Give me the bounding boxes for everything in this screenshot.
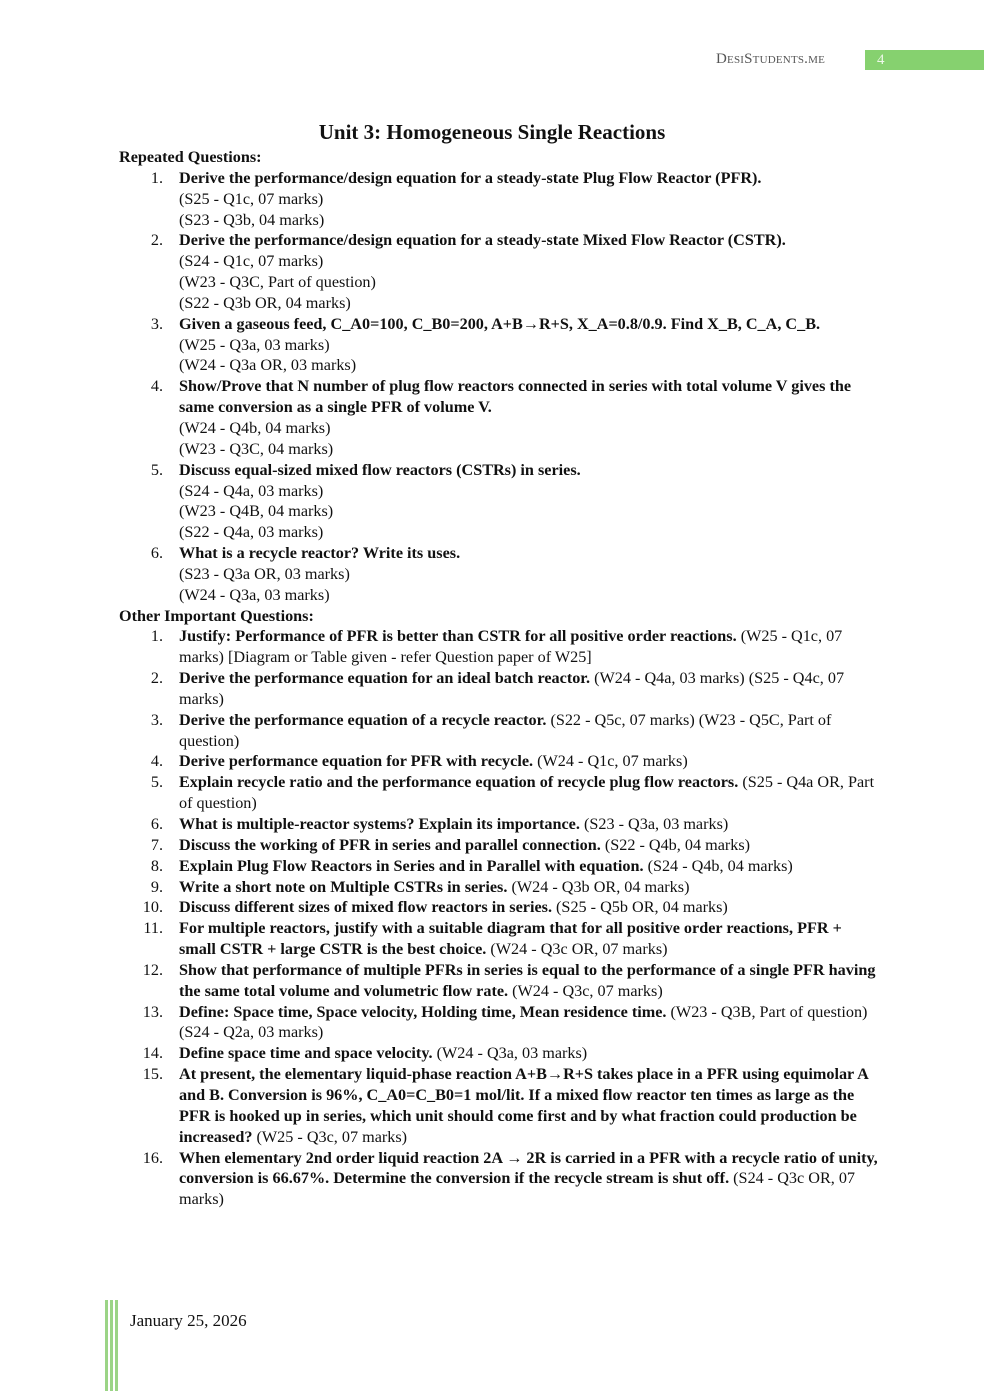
item-number: 3.: [150, 314, 163, 333]
list-item: [119, 856, 879, 877]
question-text: Derive the performance/design equation for a steady-state Plug Flow Reactor (PFR).: [179, 168, 762, 187]
page-title: Unit 3: Homogeneous Single Reactions: [318, 120, 666, 144]
list-item: [119, 314, 879, 377]
question-text: Define: Space time, Space velocity, Holding time, Mean residence time.: [179, 1002, 667, 1021]
question-text: When elementary 2nd order liquid reaction 2A → 2R is carried in a PFR with a recycle ratio of unity, conversion is 66.67%. Determine the conversion if the recycle stream is shut off.: [179, 1148, 878, 1188]
question-text: Given a gaseous feed, C_A0=100, C_B0=200, A+B→R+S, X_A=0.8/0.9. Find X_B, C_A, C_B.: [179, 314, 821, 333]
list-item: [119, 897, 879, 918]
reference: (W23 - Q3B, Part of question) (S24 - Q2a, 03 marks): [179, 1002, 868, 1042]
question-text: Derive the performance equation for an ideal batch reactor.: [179, 669, 591, 688]
question-text: Show/Prove that N number of plug flow reactors connected in series with total volume V gives the same conversion as a single PFR of volume V.: [179, 377, 852, 417]
question-text: For multiple reactors, justify with a suitable diagram that for all positive order reactions, PFR + small CSTR + large CSTR is the best choice.: [179, 919, 842, 959]
question-text: Derive the performance equation of a recycle reactor.: [179, 710, 547, 729]
repeated-questions-heading: Repeated Questions:: [119, 148, 262, 166]
document-body: [119, 147, 879, 1210]
question-text: At present, the elementary liquid-phase reaction A+B→R+S takes place in a PFR using equimolar A and B. Conversion is 96%, C_A0=C_B0=1 mol/lit. If a mixed flow reactor ten times as large as the PFR is hooked up in series, which unit should come first and by what fraction could production be increased?: [179, 1065, 868, 1146]
reference: (W24 - Q3a OR, 03 marks): [179, 356, 357, 375]
item-number: 3.: [150, 710, 163, 729]
list-item: [119, 960, 879, 1002]
accent-bar: [105, 1300, 108, 1391]
reference: (S23 - Q3b, 04 marks): [179, 210, 325, 229]
item-number: 13.: [142, 1002, 163, 1021]
item-number: 1.: [150, 168, 163, 187]
list-item: [119, 626, 879, 668]
reference: (W24 - Q3a, 03 marks): [179, 585, 330, 604]
list-item: [119, 814, 879, 835]
reference: (W24 - Q1c, 07 marks): [533, 752, 688, 771]
repeated-questions-list: [119, 168, 879, 606]
question-text: Explain recycle ratio and the performance equation of recycle plug flow reactors.: [179, 773, 739, 792]
reference: (S23 - Q3a OR, 03 marks): [179, 564, 350, 583]
reference: (S25 - Q4a OR, Part of question): [179, 773, 875, 813]
item-number: 2.: [150, 231, 163, 250]
list-item: [119, 751, 879, 772]
list-item: [119, 877, 879, 898]
list-item: [119, 1043, 879, 1064]
question-text: Write a short note on Multiple CSTRs in series.: [179, 877, 508, 896]
list-item: [119, 230, 879, 313]
item-number: 6.: [150, 544, 163, 563]
reference: (W24 - Q3b OR, 04 marks): [507, 877, 690, 896]
item-number: 1.: [150, 627, 163, 646]
question-text: What is multiple-reactor systems? Explain its importance.: [179, 815, 580, 833]
accent-bar: [110, 1300, 113, 1391]
reference: (S24 - Q3c OR, 07 marks): [179, 1169, 856, 1209]
reference: (W25 - Q1c, 07 marks) [Diagram or Table given - refer Question paper of W25]: [179, 627, 843, 667]
list-item: [119, 1064, 879, 1147]
reference: (W23 - Q4B, 04 marks): [179, 502, 334, 521]
reference: (W25 - Q3a, 03 marks): [179, 335, 330, 354]
list-item: [119, 1148, 879, 1211]
question-text: Define space time and space velocity.: [179, 1044, 433, 1063]
question-text: Explain Plug Flow Reactors in Series and in Parallel with equation.: [179, 856, 644, 875]
list-item: [119, 710, 879, 752]
question-text: Discuss the working of PFR in series and parallel connection.: [179, 835, 601, 854]
other-questions-list: [119, 626, 879, 1210]
item-number: 6.: [150, 815, 163, 833]
reference: (S24 - Q4a, 03 marks): [179, 481, 324, 500]
accent-bar: [115, 1300, 118, 1391]
item-number: 12.: [142, 960, 163, 979]
item-number: 9.: [150, 877, 163, 896]
item-number: 16.: [142, 1148, 163, 1167]
list-item: [119, 835, 879, 856]
question-text: Discuss different sizes of mixed flow reactors in series.: [179, 898, 552, 917]
reference: (W23 - Q3C, Part of question): [179, 273, 376, 292]
list-item: [119, 543, 879, 606]
question-text: What is a recycle reactor? Write its uses.: [179, 544, 461, 563]
item-number: 11.: [143, 919, 163, 938]
reference: (W23 - Q3C, 04 marks): [179, 439, 334, 458]
item-number: 2.: [150, 669, 163, 688]
question-text: Derive performance equation for PFR with recycle.: [179, 752, 534, 771]
list-item: [119, 1002, 879, 1044]
reference: (S23 - Q3a, 03 marks): [579, 815, 729, 833]
reference: (S22 - Q3b OR, 04 marks): [179, 293, 351, 312]
reference: (S25 - Q1c, 07 marks): [179, 189, 324, 208]
item-number: 5.: [150, 773, 163, 792]
item-number: 4.: [150, 752, 163, 771]
reference: (S25 - Q5b OR, 04 marks): [552, 898, 728, 917]
question-text: Show that performance of multiple PFRs in series is equal to the performance of a single PFR having the same total volume and volumetric flow rate.: [179, 960, 876, 1000]
item-number: 7.: [150, 835, 163, 854]
question-text: Justify: Performance of PFR is better than CSTR for all positive order reactions.: [179, 627, 737, 646]
other-questions-heading: Other Important Questions:: [119, 606, 314, 625]
item-number: 8.: [150, 856, 163, 875]
reference: (W24 - Q4a, 03 marks) (S25 - Q4c, 07 marks): [179, 669, 845, 708]
reference: (S24 - Q4b, 04 marks): [643, 856, 793, 875]
list-item: [119, 918, 879, 960]
page-number-badge: 4: [865, 50, 984, 70]
item-number: 15.: [142, 1065, 163, 1084]
item-number: 10.: [142, 898, 163, 917]
reference: (W24 - Q3a, 03 marks): [432, 1044, 588, 1063]
reference: (W24 - Q3c OR, 07 marks): [486, 940, 668, 959]
list-item: [119, 168, 879, 231]
reference: (W24 - Q4b, 04 marks): [179, 418, 331, 437]
reference: (W24 - Q3c, 07 marks): [508, 981, 663, 1000]
reference: (S24 - Q1c, 07 marks): [179, 252, 324, 271]
footer-date: January 25, 2026: [130, 1311, 247, 1330]
list-item: [119, 668, 879, 710]
list-item: [119, 460, 879, 543]
reference: (S22 - Q5c, 07 marks) (W23 - Q5C, Part of question): [179, 710, 832, 750]
footer-accent-bars: [105, 1300, 119, 1391]
header-brand: DesiStudents.me: [716, 51, 826, 67]
item-number: 5.: [150, 460, 163, 479]
reference: (S22 - Q4a, 03 marks): [179, 523, 324, 542]
list-item: [119, 772, 879, 814]
reference: (W25 - Q3c, 07 marks): [252, 1127, 408, 1146]
reference: (S22 - Q4b, 04 marks): [600, 835, 751, 854]
question-text: Derive the performance/design equation for a steady-state Mixed Flow Reactor (CSTR).: [179, 231, 786, 250]
item-number: 4.: [150, 377, 163, 396]
list-item: [119, 376, 879, 459]
item-number: 14.: [142, 1044, 163, 1063]
question-text: Discuss equal-sized mixed flow reactors (CSTRs) in series.: [179, 460, 581, 479]
